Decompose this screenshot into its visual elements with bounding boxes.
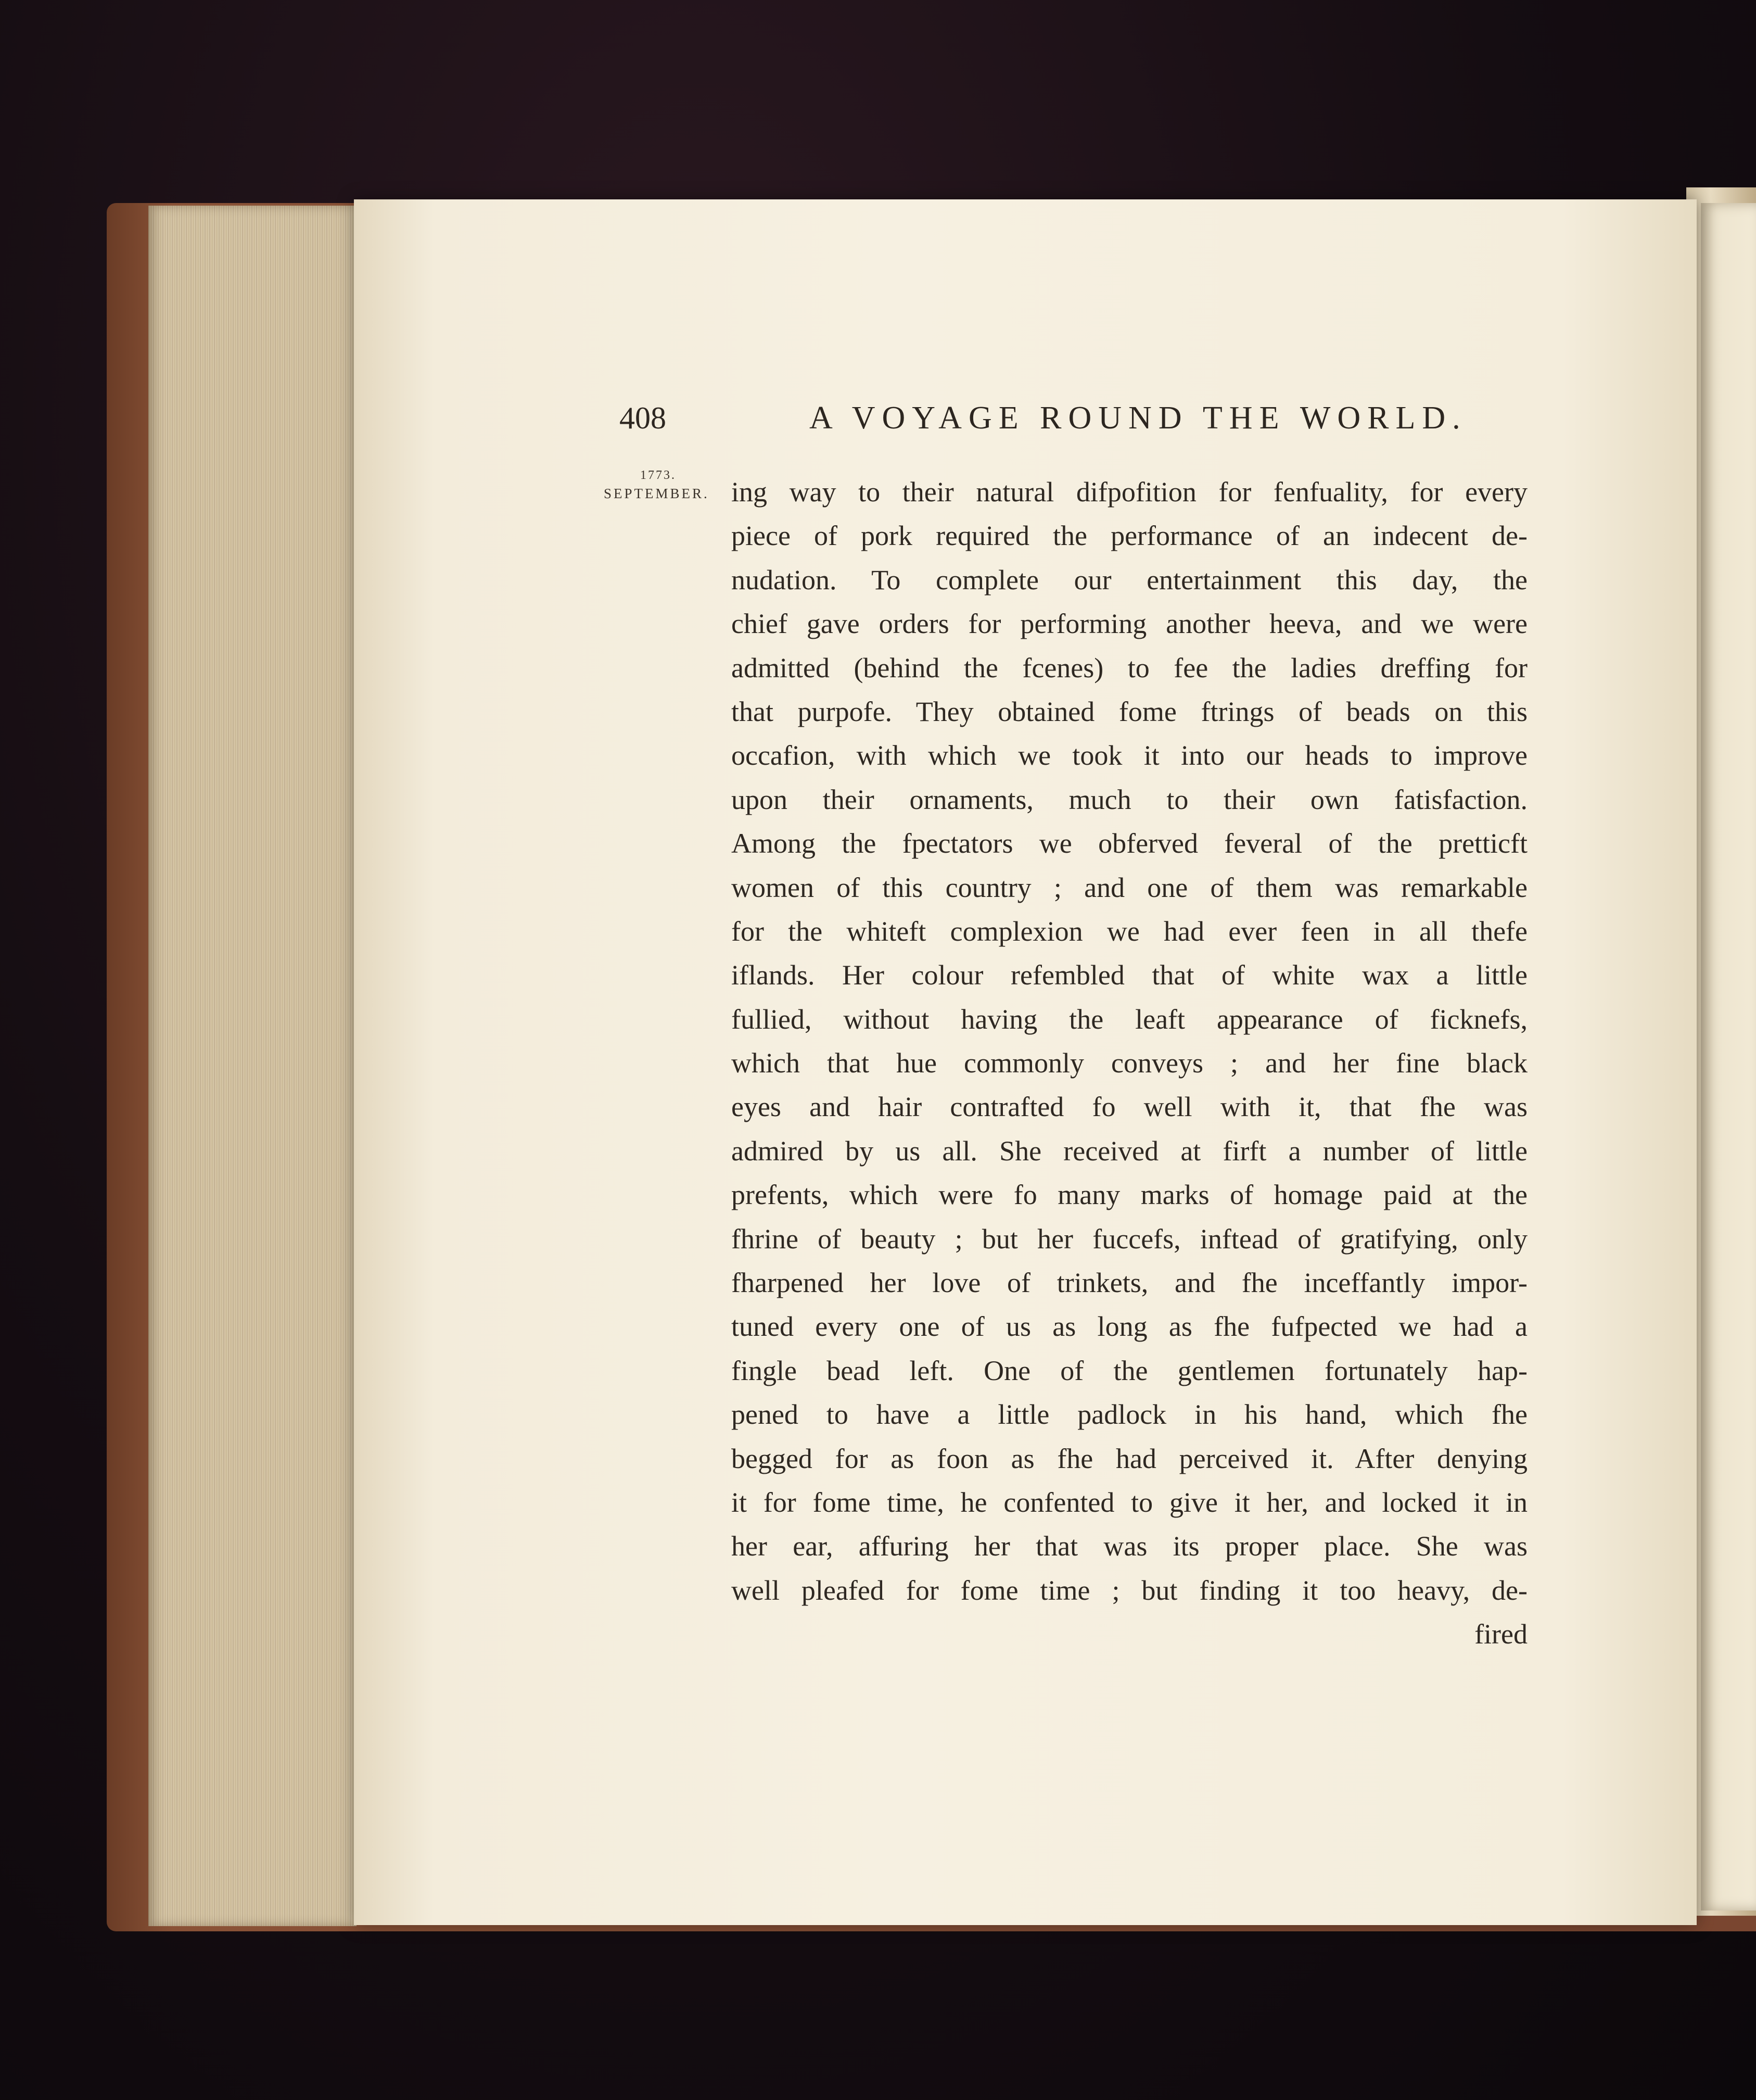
text-line: nudation. To complete our entertainment this day, the <box>731 564 1528 596</box>
text-line: occafion, with which we took it into our heads to improve <box>731 740 1528 771</box>
text-line: women of this country ; and one of them was remarkable <box>731 871 1528 903</box>
text-line: piece of pork required the performance of an indecent de- <box>731 520 1528 552</box>
page-block-edges <box>148 206 357 1926</box>
text-line: fhrine of beauty ; but her fuccefs, inftead of gratifying, only <box>731 1223 1528 1255</box>
text-line: which that hue commonly conveys ; and her fine black <box>731 1047 1528 1079</box>
text-line: eyes and hair contrafted fo well with it, that fhe was <box>731 1091 1528 1123</box>
text-line: pened to have a little padlock in his hand, which fhe <box>731 1399 1528 1431</box>
page-number: 408 <box>619 401 666 435</box>
text-line: admired by us all. She received at firft a number of little <box>731 1135 1528 1167</box>
text-line: it for fome time, he confented to give it her, and locked it in <box>731 1486 1528 1518</box>
text-line: fingle bead left. One of the gentlemen fortunately hap- <box>731 1355 1528 1386</box>
text-line: tuned every one of us as long as fhe fufpected we had a <box>731 1311 1528 1343</box>
text-line: that purpofe. They obtained fome ftrings of beads on this <box>731 695 1528 727</box>
running-title: A VOYAGE ROUND THE WORLD. <box>809 400 1467 436</box>
margin-note-year: 1773. <box>640 469 676 482</box>
catchword: fired <box>1474 1618 1528 1650</box>
text-line: begged for as foon as fhe had perceived it. After denying <box>731 1443 1528 1474</box>
text-line: Among the fpectators we obferved feveral of the pretticft <box>731 828 1528 859</box>
text-line: prefents, which were fo many marks of homage paid at the <box>731 1179 1528 1211</box>
text-line: her ear, affuring her that was its proper place. She was <box>731 1530 1528 1562</box>
text-line: admitted (behind the fcenes) to fee the ladies dreffing for <box>731 652 1528 684</box>
text-line: well pleafed for fome time ; but finding it too heavy, de- <box>731 1574 1528 1606</box>
text-line: ing way to their natural difpofition for fenfuality, for every <box>731 476 1528 508</box>
text-line: fullied, without having the leaft appearance of ficknefs, <box>731 1003 1528 1035</box>
facing-page-sliver <box>1701 203 1756 1911</box>
text-line: chief gave orders for performing another heeva, and we were <box>731 608 1528 640</box>
body-text <box>731 470 1528 1656</box>
text-line: upon their ornaments, much to their own fatisfaction. <box>731 783 1528 815</box>
margin-note-month: SEPTEMBER. <box>604 486 709 501</box>
text-line: iflands. Her colour refembled that of white wax a little <box>731 959 1528 991</box>
text-line: for the whiteft complexion we had ever feen in all thefe <box>731 915 1528 947</box>
text-line: fharpened her love of trinkets, and fhe inceffantly impor- <box>731 1267 1528 1299</box>
